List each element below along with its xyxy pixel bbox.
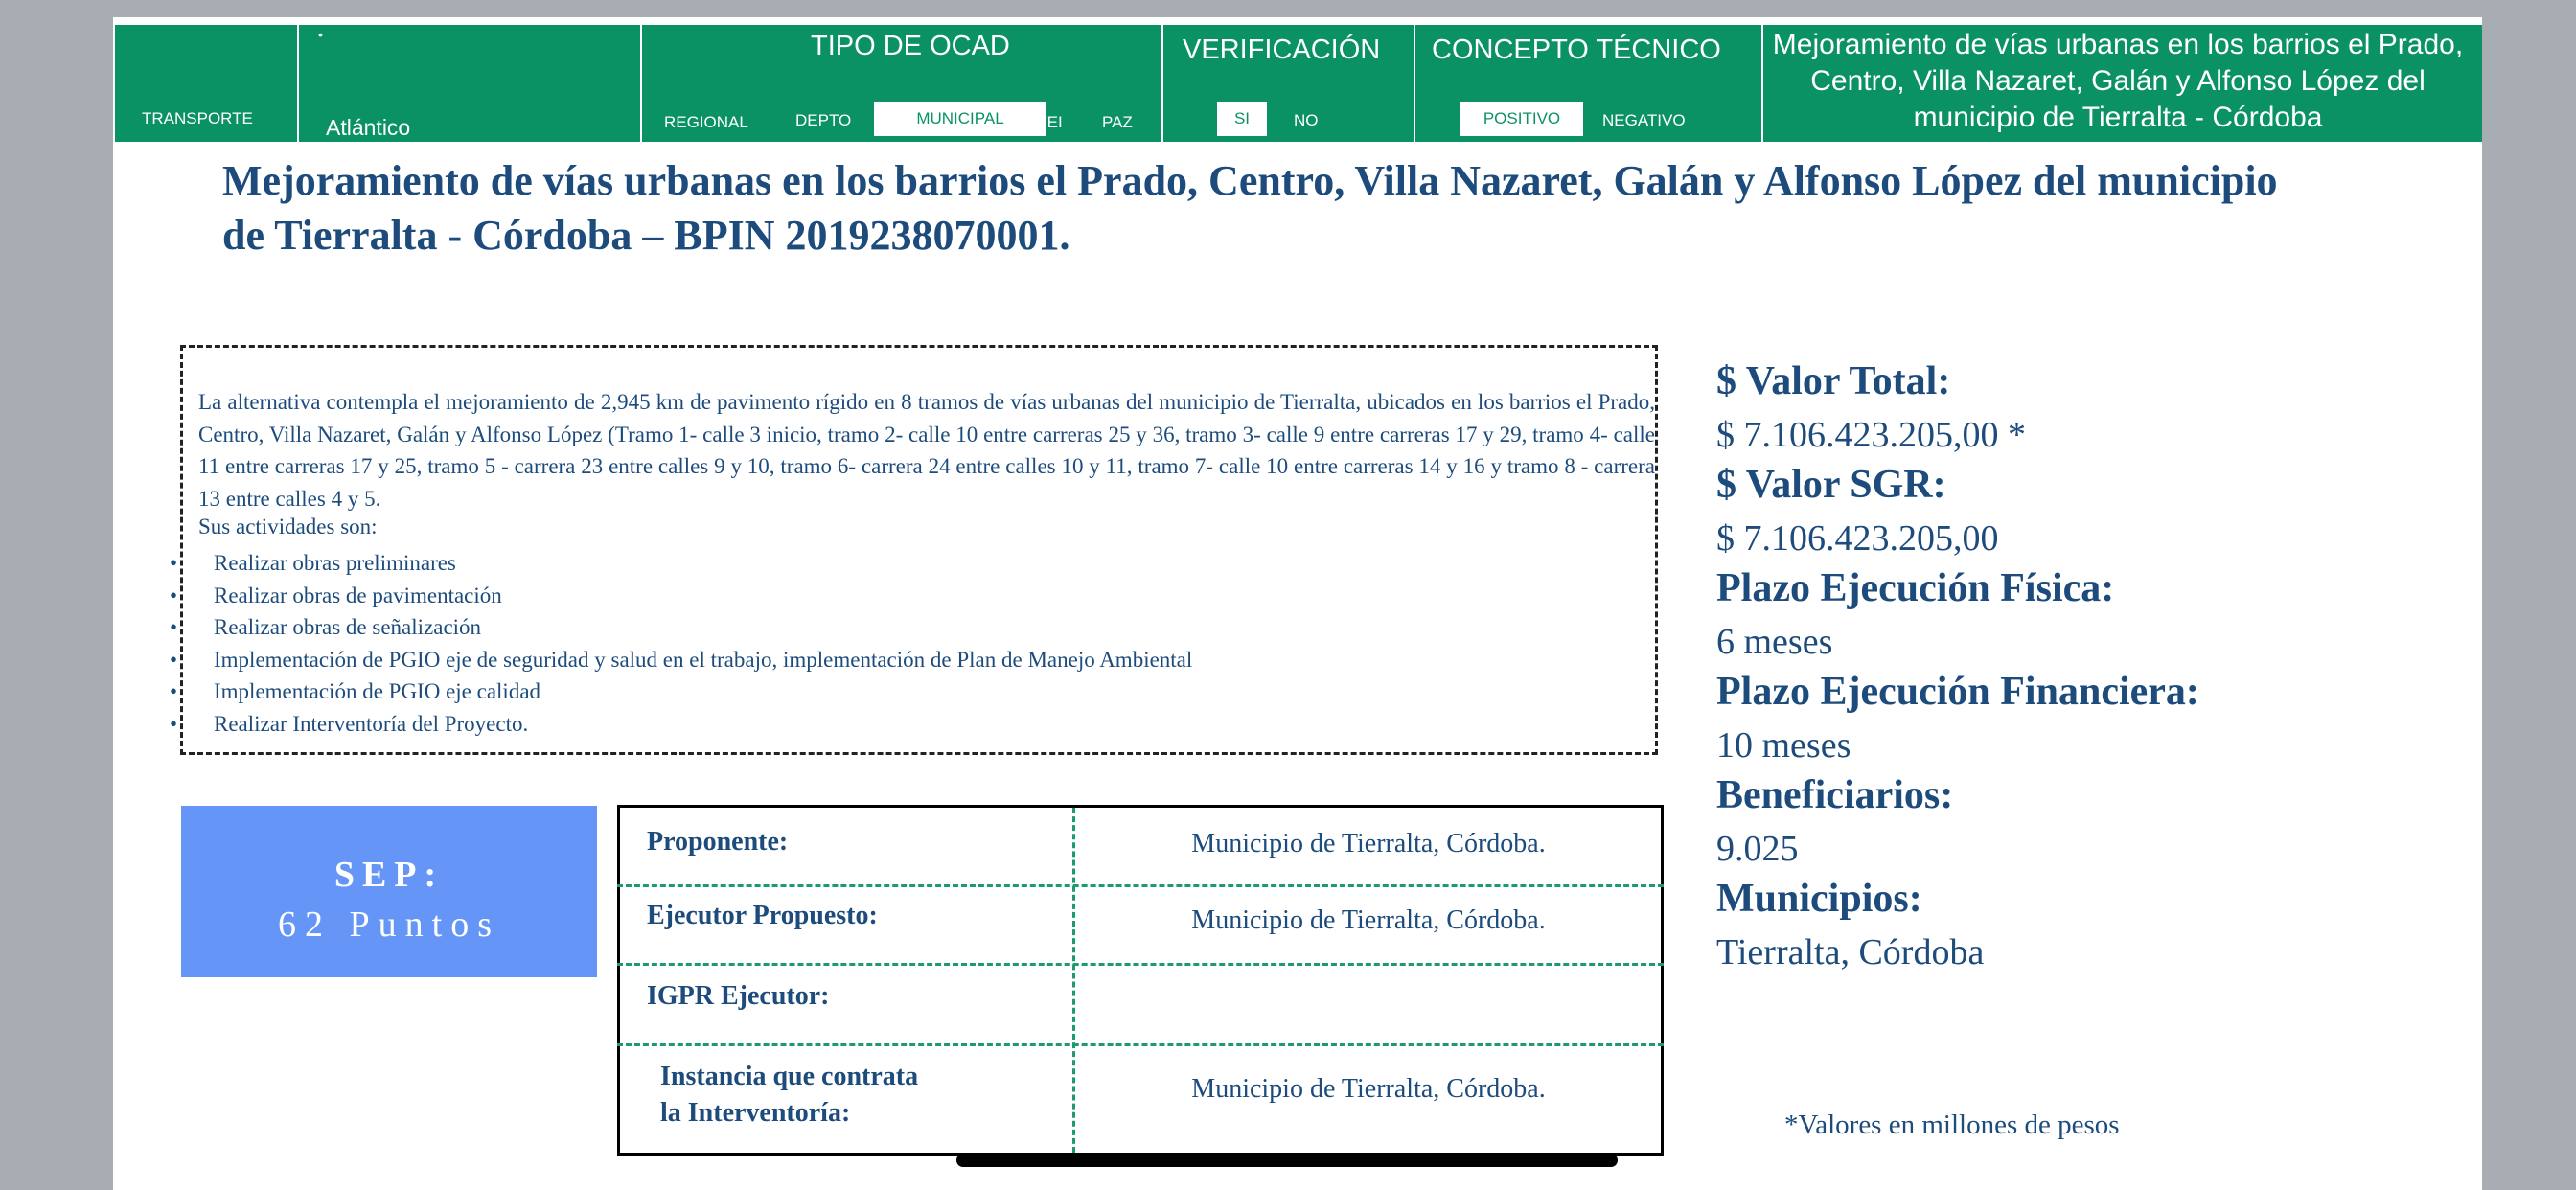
table-row-divider bbox=[617, 1043, 1664, 1046]
verificacion-title: VERIFICACIÓN bbox=[1183, 34, 1381, 65]
activities-list bbox=[170, 547, 1192, 740]
ocad-option-depto[interactable]: DEPTO bbox=[795, 111, 852, 129]
ocad-option-regional[interactable]: REGIONAL bbox=[664, 113, 748, 131]
dot-marker: • bbox=[318, 27, 323, 42]
plazo-fisica-label: Plazo Ejecución Física: bbox=[1716, 566, 2115, 610]
table-row-divider bbox=[617, 884, 1664, 887]
sector-label: TRANSPORTE bbox=[142, 109, 253, 127]
bullet-icon: • bbox=[170, 647, 178, 672]
plazo-financiera-label: Plazo Ejecución Financiera: bbox=[1716, 670, 2199, 714]
list-item: • Realizar obras preliminares bbox=[170, 547, 1192, 580]
table-row-label: Ejecutor Propuesto: bbox=[647, 901, 878, 930]
sep-value: 62 Puntos bbox=[278, 904, 500, 945]
header-project-title: Mejoramiento de vías urbanas en los barrios el Prado, Centro, Villa Nazaret, Galán y Alfonso López del municipio de Tierralta - Córdoba bbox=[1772, 29, 2464, 133]
table-row-label: Instancia que contrata bbox=[660, 1062, 919, 1091]
list-item: • Realizar obras de señalización bbox=[170, 611, 1192, 644]
table-row-value: Municipio de Tierralta, Córdoba. bbox=[1191, 905, 1546, 935]
valor-sgr-value: $ 7.106.423.205,00 bbox=[1716, 518, 1999, 559]
valor-total-label: $ Valor Total: bbox=[1716, 359, 1951, 403]
list-item: • Realizar Interventoría del Proyecto. bbox=[170, 708, 1192, 741]
municipios-value: Tierralta, Córdoba bbox=[1716, 932, 1985, 973]
plazo-financiera-value: 10 meses bbox=[1716, 725, 1852, 766]
sep-score-box bbox=[181, 806, 597, 977]
activities-heading: Sus actividades son: bbox=[198, 515, 378, 538]
department-label: Atlántico bbox=[326, 115, 411, 140]
table-row-label: Proponente: bbox=[647, 827, 789, 857]
ocad-option-municipal-selected[interactable]: MUNICIPAL bbox=[874, 102, 1046, 136]
verificacion-option-no[interactable]: NO bbox=[1294, 111, 1319, 129]
ocad-option-ctei[interactable]: CTEI bbox=[1025, 113, 1063, 131]
home-indicator[interactable] bbox=[956, 1154, 1618, 1167]
header-divider bbox=[1162, 25, 1163, 142]
beneficiarios-value: 9.025 bbox=[1716, 829, 1799, 869]
table-row-value: Municipio de Tierralta, Córdoba. bbox=[1191, 829, 1546, 858]
right-border bbox=[2482, 0, 2576, 1190]
concepto-option-positivo-selected[interactable]: POSITIVO bbox=[1460, 102, 1583, 136]
header-divider bbox=[1414, 25, 1415, 142]
description-box bbox=[170, 345, 1658, 755]
sep-label: SEP: bbox=[334, 855, 445, 895]
table-row-value: Municipio de Tierralta, Córdoba. bbox=[1191, 1074, 1546, 1104]
table-row-label-2: la Interventoría: bbox=[660, 1098, 851, 1128]
bullet-icon: • bbox=[170, 711, 178, 736]
concepto-option-negativo[interactable]: NEGATIVO bbox=[1602, 111, 1686, 129]
bullet-icon: • bbox=[170, 615, 178, 639]
top-border bbox=[113, 0, 2482, 17]
tipo-ocad-title: TIPO DE OCAD bbox=[811, 31, 1010, 61]
table-row-label: IGPR Ejecutor: bbox=[647, 981, 830, 1011]
table-row-divider bbox=[617, 963, 1664, 966]
header-bar bbox=[115, 25, 2482, 142]
header-divider bbox=[297, 25, 299, 142]
project-info-table bbox=[617, 805, 1664, 1156]
bullet-icon: • bbox=[170, 679, 178, 703]
description-paragraph: La alternativa contempla el mejoramiento de 2,945 km de pavimento rígido en 8 tramos de vías urbanas del municipio de Tierralta, ubicados en los barrios el Prado, Centro, Villa Nazaret, Galán y Alfonso López (Tramo 1- calle 3 inicio, tramo 2- calle 10 entre carreras 25 y 36, tramo 3- calle 9 entre carreras 17 y 29, tramo 4- calle 11 entre carreras 17 y 25, tramo 5 - carrera 23 entre calles 9 y 10, tramo 6- carrera 24 entre calles 10 y 11, tramo 7- calle 10 entre carreras 14 y 16 y tramo 8 - carrera 13 entre calles 4 y 5. bbox=[198, 390, 1655, 511]
valor-total-value: $ 7.106.423.205,00 * bbox=[1716, 415, 2026, 455]
list-item: • Realizar obras de pavimentación bbox=[170, 580, 1192, 612]
valor-sgr-label: $ Valor SGR: bbox=[1716, 463, 1946, 507]
plazo-fisica-value: 6 meses bbox=[1716, 622, 1833, 662]
bullet-icon: • bbox=[170, 583, 178, 607]
list-item: • Implementación de PGIO eje de seguridad y salud en el trabajo, implementación de Plan de Manejo Ambiental bbox=[170, 644, 1192, 676]
municipios-label: Municipios: bbox=[1716, 877, 1922, 921]
ocad-option-paz[interactable]: PAZ bbox=[1102, 113, 1133, 131]
list-item: • Implementación de PGIO eje calidad bbox=[170, 675, 1192, 708]
header-divider bbox=[640, 25, 642, 142]
page-title: Mejoramiento de vías urbanas en los barrios el Prado, Centro, Villa Nazaret, Galán y Alfonso López del municipio de Tierralta - Córdoba – BPIN 2019238070001. bbox=[222, 157, 2278, 259]
concepto-title: CONCEPTO TÉCNICO bbox=[1432, 34, 1721, 65]
left-border bbox=[0, 0, 113, 1190]
beneficiarios-label: Beneficiarios: bbox=[1716, 773, 1954, 817]
verificacion-option-si-selected[interactable]: SI bbox=[1217, 102, 1267, 136]
bullet-icon: • bbox=[170, 551, 178, 575]
footnote: *Valores en millones de pesos bbox=[1784, 1110, 2120, 1140]
